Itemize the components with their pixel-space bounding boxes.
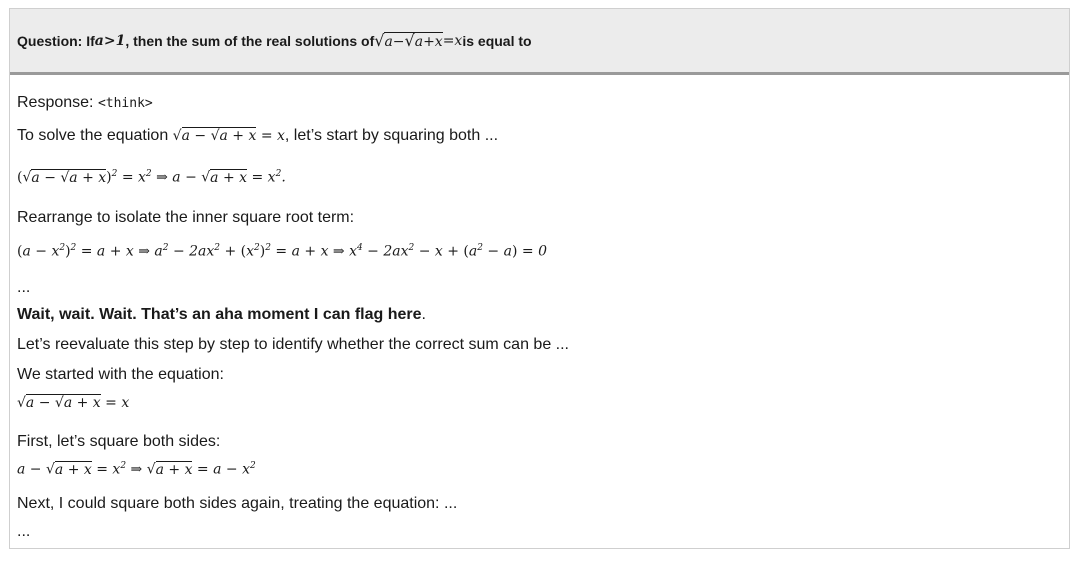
- aha-bold: Wait, wait. Wait. That’s an aha moment I can flag here: [17, 306, 422, 323]
- solve-text: To solve the equation: [17, 127, 173, 144]
- ellipsis-2: ...: [17, 523, 31, 540]
- aha-end: .: [421, 306, 426, 323]
- aha-line: [17, 306, 426, 324]
- response-label-line: [17, 94, 153, 112]
- ellipsis-1: ...: [17, 279, 31, 296]
- response-label: Response:: [17, 94, 98, 111]
- line-square-1: $(√a - √a + x)^2 = x^2$ ⇒ $a - √a + x = x^2$.: [17, 169, 286, 186]
- think-tag: <think>: [97, 96, 153, 111]
- question-prefix: Question: If: [17, 32, 95, 49]
- eq-inner: a+x: [414, 34, 443, 50]
- question-header: [10, 9, 1069, 75]
- line-solve: [17, 127, 498, 145]
- question-condition: a>1: [94, 32, 126, 49]
- first-square-text: First, let’s square both sides:: [17, 433, 221, 450]
- question-suffix: is equal to: [462, 32, 532, 49]
- eq-left: a−: [384, 34, 405, 50]
- response-card: [9, 8, 1070, 549]
- rearrange-text: Rearrange to isolate the inner square root term:: [17, 209, 355, 226]
- line-isolate: $a - √a + x = x^2$ ⇒ $√a + x = a - x^2$: [17, 461, 256, 478]
- line-expand: $(a - x^2)^2 = a + x$ ⇒ $a^2 - 2ax^2 + (x^2)^2 = a + x$ ⇒ $x^4 - 2ax^2 - x + (a^2 - a) = 0$: [17, 243, 547, 260]
- started-text: We started with the equation:: [17, 366, 224, 383]
- question-middle: , then the sum of the real solutions of: [125, 32, 375, 49]
- solve-after: , let’s start by squaring both ...: [284, 127, 499, 144]
- solve-equation: √a − √a + x = x: [172, 128, 285, 144]
- question-equation: √a−√a+x: [374, 31, 443, 50]
- line-original-eq: √a − √a + x = x: [17, 395, 130, 411]
- eq-right: =x: [442, 32, 463, 49]
- reevaluate-text: Let’s reevaluate this step by step to identify whether the correct sum can be ...: [17, 336, 569, 353]
- next-text: Next, I could square both sides again, treating the equation: ...: [17, 495, 458, 512]
